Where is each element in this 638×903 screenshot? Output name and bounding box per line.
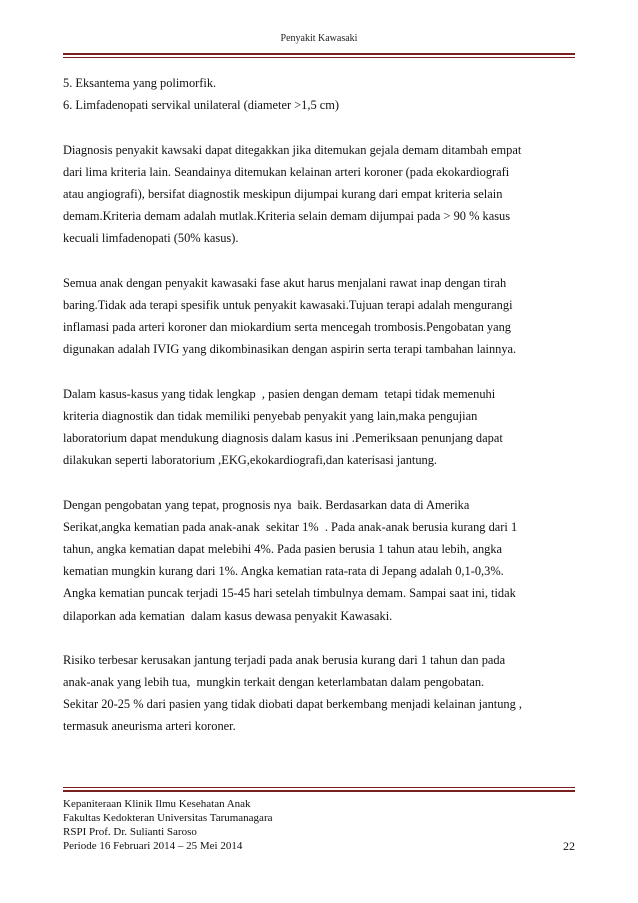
paragraph-line: atau angiografi), bersifat diagnostik meskipun dijumpai kurang dari empat kriteria selain (63, 186, 503, 201)
paragraph-line: 6. Limfadenopati servikal unilateral (diameter >1,5 cm) (63, 98, 340, 113)
footer-line-faculty: Fakultas Kedokteran Universitas Tarumanagara (63, 812, 273, 824)
paragraph-line: Diagnosis penyakit kawsaki dapat ditegakkan jika ditemukan gejala demam ditambah empat (63, 142, 522, 157)
paragraph-line: digunakan adalah IVIG yang dikombinasikan dengan aspirin serta terapi tambahan lainnya. (63, 342, 517, 357)
paragraph-gap (63, 116, 575, 138)
paragraph-line: Dengan pengobatan yang tepat, prognosis nya baik. Berdasarkan data di Amerika (63, 497, 470, 512)
paragraph-line: Sekitar 20-25 % dari pasien yang tidak diobati dapat berkembang menjadi kelainan jantung , (63, 697, 523, 712)
paragraph-line: Serikat,angka kematian pada anak-anak sekitar 1% . Pada anak-anak berusia kurang dari 1 (63, 519, 518, 534)
paragraph-line: dilaporkan ada kematian dalam kasus dewasa penyakit Kawasaki. (63, 608, 393, 623)
paragraph-line: Risiko terbesar kerusakan jantung terjadi pada anak berusia kurang dari 1 tahun dan pada (63, 652, 506, 667)
paragraph-line: kecuali limfadenopati (50% kasus). (63, 231, 239, 246)
paragraph-line: termasuk aneurisma arteri koroner. (63, 719, 236, 734)
footer (63, 797, 575, 853)
paragraph-line: inflamasi pada arteri koroner dan miokardium serta mencegah trombosis.Pengobatan yang (63, 320, 511, 335)
paragraph-line: Dalam kasus-kasus yang tidak lengkap , pasien dengan demam tetapi tidak memenuhi (63, 386, 496, 401)
footer-line-period: Periode 16 Februari 2014 – 25 Mei 2014 (63, 840, 243, 852)
paragraph-line: kriteria diagnostik dan tidak memiliki penyebab penyakit yang lain,maka pengujian (63, 408, 478, 423)
paragraph (63, 72, 575, 116)
footer-rule (63, 787, 575, 788)
paragraph-line: Angka kematian puncak terjadi 15-45 hari setelah timbulnya demam. Sampai saat ini, tidak (63, 586, 516, 601)
paragraph-gap (63, 471, 575, 493)
paragraph (63, 649, 575, 738)
running-header: Penyakit Kawasaki (280, 33, 358, 44)
header-rule-thin (63, 57, 575, 58)
paragraph (63, 139, 575, 250)
footer-line-hospital: RSPI Prof. Dr. Sulianti Saroso (63, 826, 197, 838)
paragraph (63, 272, 575, 361)
paragraph (63, 383, 575, 472)
paragraph-gap (63, 627, 575, 649)
paragraph (63, 494, 575, 627)
paragraph-line: laboratorium dapat mendukung diagnosis dalam kasus ini .Pemeriksaan penunjang dapat (63, 431, 503, 445)
paragraph-line: baring.Tidak ada terapi spesifik untuk penyakit kawasaki.Tujuan terapi adalah mengurangi (63, 297, 513, 312)
footer-line-department: Kepaniteraan Klinik Ilmu Kesehatan Anak (63, 798, 251, 810)
paragraph-line: tahun, angka kematian dapat melebihi 4%. Pada pasien berusia 1 tahun atau lebih, angka (63, 541, 503, 556)
paragraph-gap (63, 360, 575, 382)
body-text (63, 72, 575, 738)
paragraph-line: demam.Kriteria demam adalah mutlak.Kriteria selain demam dijumpai pada > 90 % kasus (63, 209, 511, 224)
paragraph-line: 5. Eksantema yang polimorfik. (63, 76, 217, 90)
header-rule (63, 53, 575, 55)
paragraph-line: anak-anak yang lebih tua, mungkin terkait dengan keterlambatan dalam pengobatan. (63, 675, 485, 690)
paragraph-line: dilakukan seperti laboratorium ,EKG,ekokardiografi,dan katerisasi jantung. (63, 453, 438, 468)
paragraph-line: kematian mungkin kurang dari 1%. Angka kematian rata-rata di Jepang adalah 0,1-0,3%. (63, 564, 504, 579)
paragraph-gap (63, 250, 575, 272)
page-number: 22 (563, 839, 575, 853)
paragraph-line: dari lima kriteria lain. Seandainya ditemukan kelainan arteri koroner (pada ekokardiografi (63, 164, 510, 179)
footer-rule-thick (63, 790, 575, 792)
paragraph-line: Semua anak dengan penyakit kawasaki fase akut harus menjalani rawat inap dengan tirah (63, 275, 507, 290)
